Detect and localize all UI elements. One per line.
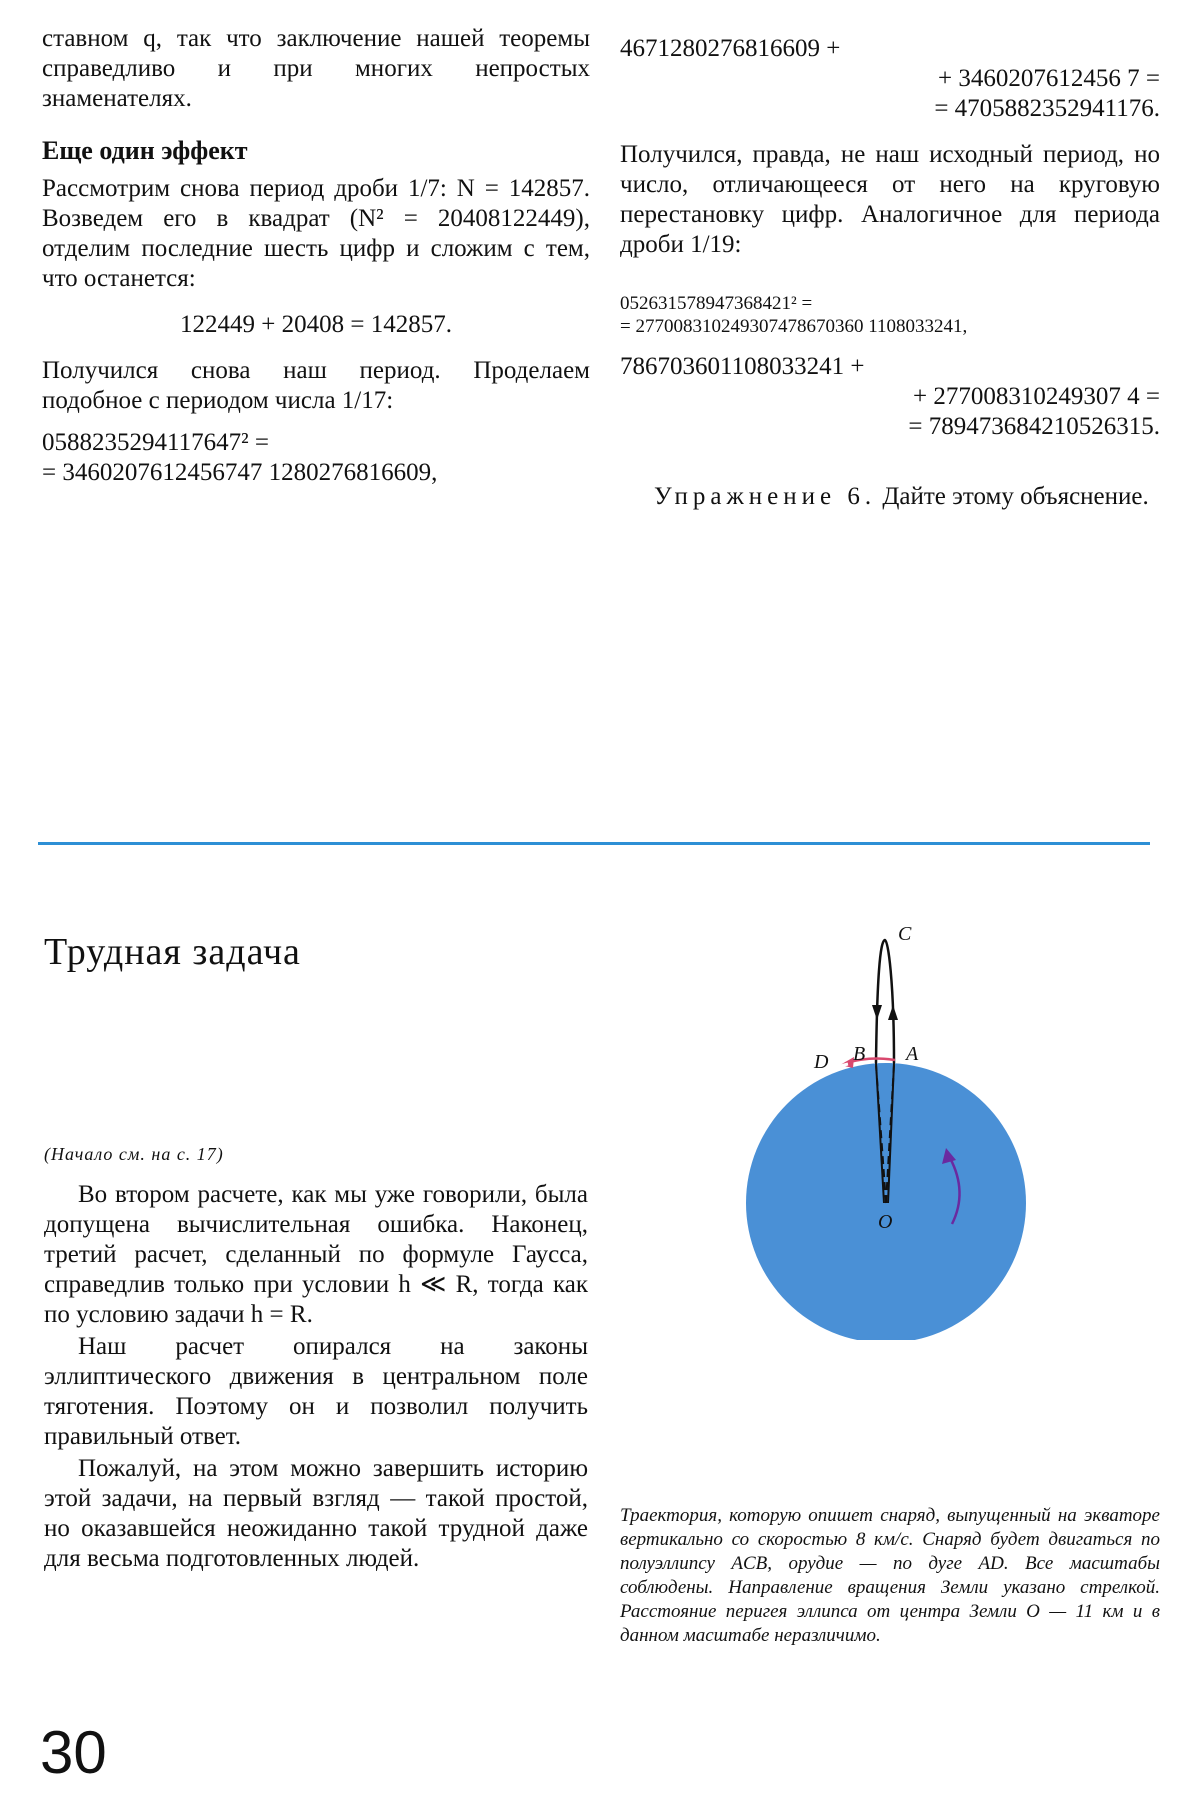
effect-paragraph-1: Рассмотрим снова период дроби 1/7: N = 142857. Возведем его в квадрат (N² = 20408122449), отделим последние шесть цифр и сложим с тем, что останется: — [42, 175, 590, 292]
figure-caption: Траектория, которую опишет снаряд, выпущенный на экваторе вертикально со скоростью 8 км/с. Снаряд будет двигаться по полуэллипсу ACB, орудие — по дуге AD. Все масштабы соблюдены. Направление вращения Земли указано стрелкой. Расстояние перигея эллипса от центра Земли O — 11 км и в данном масштабе неразличимо. — [620, 1505, 1160, 1646]
exercise-text: Дайте этому объяснение. — [882, 483, 1149, 510]
result-paragraph: Получился, правда, не наш исходный период, но число, отличающееся от него на круговую перестановку цифр. Аналогичное для периода дроби 1/19: — [620, 141, 1160, 258]
label-b: B — [853, 1043, 866, 1065]
left-column-top — [42, 24, 590, 488]
page-number: 30 — [40, 1719, 107, 1786]
sum-1-line-1: 4671280276816609 + — [620, 35, 841, 62]
formula-1: 122449 + 20408 = 142857. — [180, 311, 452, 338]
trajectory-ellipse — [876, 940, 894, 1063]
small-formula-line-2: = 277008310249307478670360 1108033241, — [620, 316, 968, 337]
label-o: O — [878, 1211, 893, 1233]
trajectory-figure — [720, 920, 1050, 1340]
sum-2-line-2: + 277008310249307 4 = — [913, 383, 1160, 410]
section-divider — [38, 842, 1150, 845]
article-paragraph-3: Пожалуй, на этом можно завершить историю этой задачи, на первый взгляд — такой простой, но оказавшейся неожиданно такой трудной даже для весьма подготовленных людей. — [44, 1455, 588, 1572]
label-c: C — [898, 923, 912, 945]
sum-2-line-1: 786703601108033241 + — [620, 353, 865, 380]
sum-1-line-3: = 4705882352941176. — [934, 95, 1160, 122]
exercise-label: Упражнение 6. — [654, 483, 877, 510]
right-column-top — [620, 34, 1160, 512]
small-formula-line-1: 052631578947368421² = — [620, 293, 813, 314]
formula-2-line-2: = 3460207612456747 1280276816609, — [42, 459, 438, 486]
sum-1-line-2: + 3460207612456 7 = — [938, 65, 1160, 92]
article-paragraph-2: Наш расчет опирался на законы эллиптического движения в центральном поле тяготения. Поэтому он и позволил получить правильный ответ. — [44, 1333, 588, 1450]
effect-paragraph-2: Получился снова наш период. Проделаем подобное с периодом числа 1/17: — [42, 357, 590, 414]
down-arrow-icon — [872, 1005, 882, 1020]
section-heading: Еще один эффект — [42, 136, 248, 165]
continuation-note: (Начало см. на с. 17) — [44, 1144, 224, 1164]
exercise — [620, 482, 1160, 512]
up-arrow-icon — [888, 1005, 898, 1020]
sum-2-line-3: = 789473684210526315. — [908, 413, 1160, 440]
article-title: Трудная задача — [44, 931, 301, 973]
continuation-paragraph: ставном q, так что заключение нашей теоремы справедливо и при многих непростых знаменателях. — [42, 25, 590, 112]
label-a: A — [906, 1043, 919, 1065]
article-paragraph-1: Во втором расчете, как мы уже говорили, была допущена вычислительная ошибка. Наконец, третий расчет, сделанный по формуле Гаусса, справедлив только при условии h ≪ R, тогда как по условию задачи h = R. — [44, 1181, 588, 1328]
formula-2-line-1: 0588235294117647² = — [42, 429, 269, 456]
label-d: D — [814, 1051, 829, 1073]
article-body — [44, 1180, 588, 1574]
